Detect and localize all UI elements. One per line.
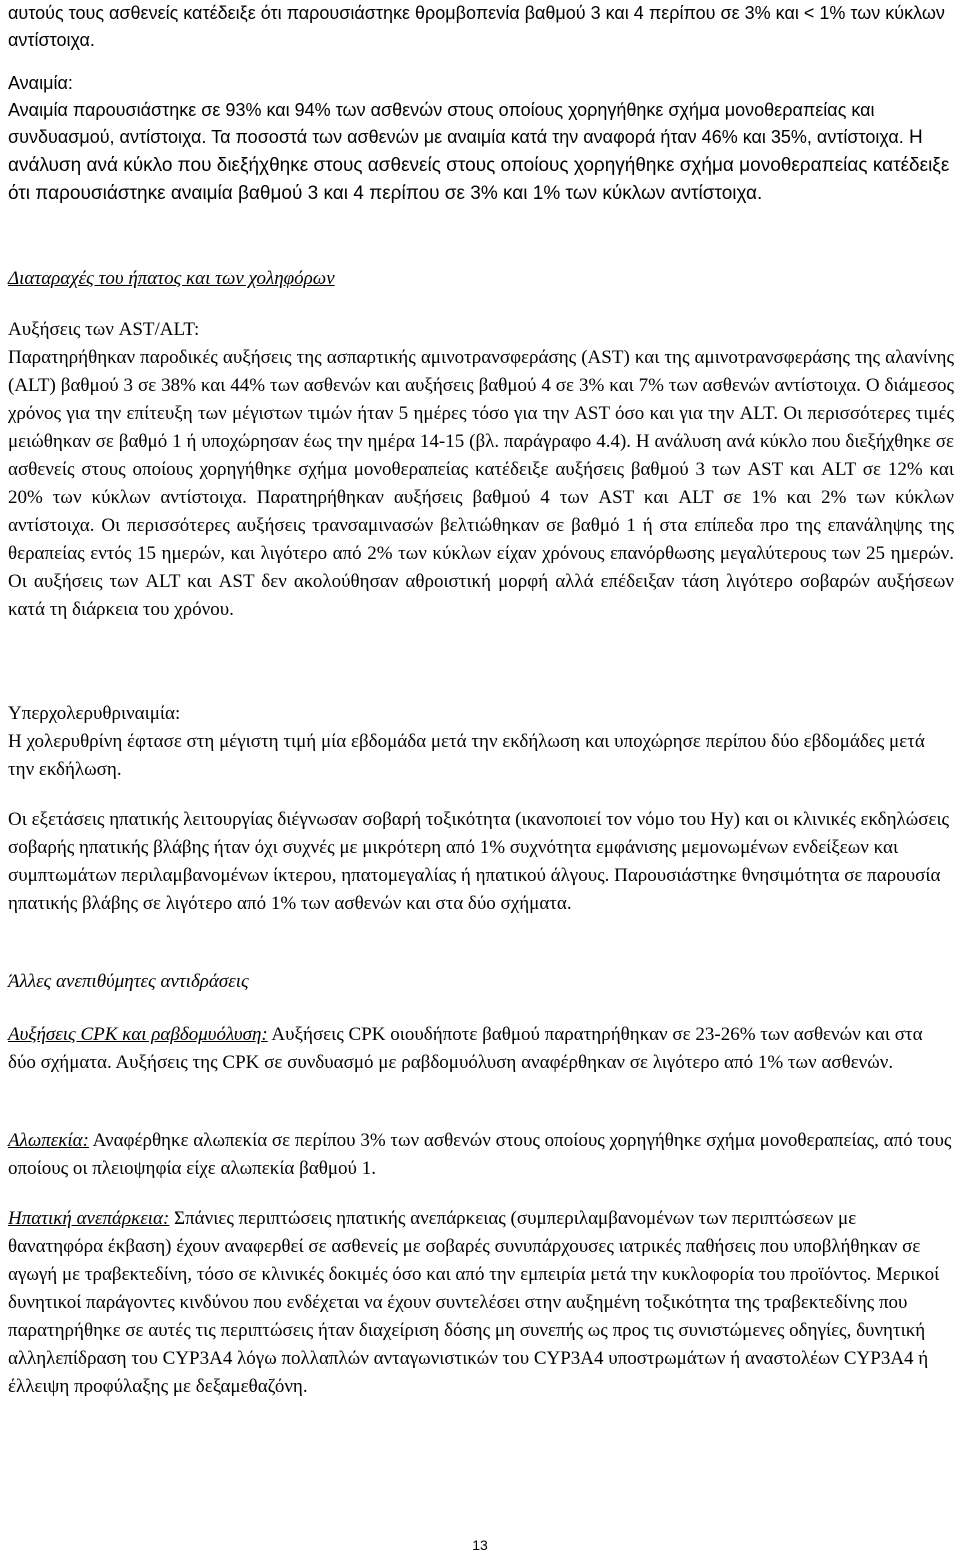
- anemia-paragraph: [8, 97, 954, 208]
- liver-section-heading: Διαταραχές του ήπατος και των χοληφόρων: [8, 268, 335, 289]
- page-number: 13: [472, 1537, 488, 1553]
- ast-alt-heading: Αυξήσεις των AST/ALT:: [8, 319, 200, 340]
- cpk-text: Αυξήσεις CPK οιουδήποτε βαθμού παρατηρήθηκαν σε 23-26% των ασθενών και στα δύο σχήματα. Αυξήσεις της CPK σε συνδυασμό με ραβδομυόλυση αναφέρθηκαν σε λιγότερο από 1% των ασθενών.: [8, 1024, 923, 1073]
- paragraph-thrombocytopenia-end: αυτούς τους ασθενείς κατέδειξε ότι παρουσιάστηκε θρομβοπενία βαθμού 3 και 4 περίπου σε 3% και < 1% των κύκλων αντίστοιχα.: [8, 3, 945, 50]
- hyperbilirubinemia-heading: Υπερχολερυθριναιμία:: [8, 703, 181, 724]
- ast-alt-paragraph: Παρατηρήθηκαν παροδικές αυξήσεις της ασπαρτικής αμινοτρανσφεράσης (AST) και της αμινοτρανσφεράσης της αλανίνης (ALT) βαθμού 3 σε 38% και 44% των ασθενών και αυξήσεις βαθμού 4 σε 3% και 7% των ασθενών αντίστοιχα. Ο διάμεσος χρόνος για την επίτευξη των μέγιστων τιμών ήταν 5 ημέρες τόσο για την AST όσο και για την ALT. Οι περισσότερες τιμές μειώθηκαν σε βαθμό 1 ή υποχώρησαν έως την ημέρα 14-15 (βλ. παράγραφο 4.4). Η ανάλυση ανά κύκλο που διεξήχθηκε σε ασθενείς στους οποίους χορηγήθηκε σχήμα μονοθεραπείας κατέδειξε αυξήσεις βαθμού 3 των AST και ALT σε 12% και 20% των κύκλων αντίστοιχα. Παρατηρήθηκαν αυξήσεις βαθμού 4 των AST και ALT σε 1% και 2% των κύκλων αντίστοιχα. Οι περισσότερες αυξήσεις τρανσαμινασών βελτιώθηκαν σε βαθμό 1 ή στα επίπεδα προ της επανάληψης της θεραπείας εντός 15 ημερών, και λιγότερο από 2% των κύκλων είχαν χρόνους επανόρθωσης μεγαλύτερους των 25 ημερών. Οι αυξήσεις των ALT και AST δεν ακολούθησαν αθροιστική μορφή αλλά επέδειξαν τάση λιγότερο σοβαρών αυξήσεων κατά τη διάρκεια του χρόνου.: [8, 347, 954, 620]
- hepatic-failure-label: Ηπατική ανεπάρκεια:: [8, 1208, 170, 1229]
- alopecia-label: Αλωπεκία:: [8, 1130, 89, 1151]
- hepatic-failure-paragraph: [8, 1205, 954, 1401]
- alopecia-text: Αναφέρθηκε αλωπεκία σε περίπου 3% των ασθενών στους οποίους χορηγήθηκε σχήμα μονοθεραπείας, από τους οποίους οι πλειοψηφία είχε αλωπεκία βαθμού 1.: [8, 1130, 952, 1179]
- hyperbilirubinemia-paragraph: Η χολερυθρίνη έφτασε στη μέγιστη τιμή μία εβδομάδα μετά την εκδήλωση και υποχώρησε περίπου δύο εβδομάδες μετά την εκδήλωση.: [8, 731, 925, 780]
- anemia-text-a: Αναιμία παρουσιάστηκε σε 93% και 94% των ασθενών στους οποίους χορηγήθηκε σχήμα μονοθεραπείας και συνδυασμού, αντίστοιχα. Τα ποσοστά των ασθενών με αναιμία κατά την αναφορά ήταν 46% και 35%, αντίστοιχα.: [8, 100, 904, 147]
- cpk-paragraph: [8, 1021, 954, 1077]
- anemia-heading: Αναιμία:: [8, 73, 73, 93]
- hyperbilirubinemia-section: [8, 700, 954, 784]
- cpk-label: Αυξήσεις CPK και ραβδομυόλυση:: [8, 1024, 268, 1045]
- anemia-section: [8, 70, 954, 208]
- ast-alt-section: [8, 316, 954, 624]
- hepatic-failure-text: Σπάνιες περιπτώσεις ηπατικής ανεπάρκειας (συμπεριλαμβανομένων των περιπτώσεων με θανατηφόρα έκβαση) έχουν αναφερθεί σε ασθενείς με σοβαρές συνυπάρχουσες ιατρικές παθήσεις που υποβλήθηκαν σε αγωγή με τραβεκτεδίνη, τόσο σε κλινικές δοκιμές όσο και από την εμπειρία μετά την κυκλοφορία του προϊόντος. Μερικοί δυνητικοί παράγοντες κινδύνου που ενδέχεται να έχουν συντελέσει στην αυξημένη τοξικότητα της τραβεκτεδίνης που παρατηρήθηκε σε αυτές τις περιπτώσεις ήταν διαχείριση δόσης μη συνεπής ως προς τις συνιστώμενες οδηγίες, δυνητική αλληλεπίδραση του CYP3A4 λόγω πολλαπλών ανταγωνιστικών του CYP3A4 υποστρωμάτων ή αναστολέων CYP3A4 ή έλλειψη προφύλαξης με δεξαμεθαζόνη.: [8, 1208, 940, 1397]
- anemia-text-b: Η ανάλυση ανά κύκλο που διεξήχθηκε στους ασθενείς στους οποίους χορηγήθηκε σχήμα μονοθεραπείας κατέδειξε ότι παρουσιάστηκε αναιμία βαθμού 3 και 4 περίπου σε 3% και 1% των κύκλων αντίστοιχα.: [8, 127, 950, 204]
- liver-tests-paragraph: Οι εξετάσεις ηπατικής λειτουργίας διέγνωσαν σοβαρή τοξικότητα (ικανοποιεί τον νόμο του Hy) και οι κλινικές εκδηλώσεις σοβαρής ηπατικής βλάβης ήταν όχι συχνές με μικρότερη από 1% συχνότητα εμφάνισης μεμονωμένων ενδείξεων και συμπτωμάτων περιλαμβανομένων ίκτερου, ηπατομεγαλίας ή ηπατικού άλγους. Παρουσιάστηκε θνησιμότητα σε παρουσία ηπατικής βλάβης σε λιγότερο από 1% των ασθενών και στα δύο σχήματα.: [8, 809, 950, 914]
- alopecia-paragraph: [8, 1127, 954, 1183]
- other-reactions-heading: Άλλες ανεπιθύμητες αντιδράσεις: [8, 971, 249, 992]
